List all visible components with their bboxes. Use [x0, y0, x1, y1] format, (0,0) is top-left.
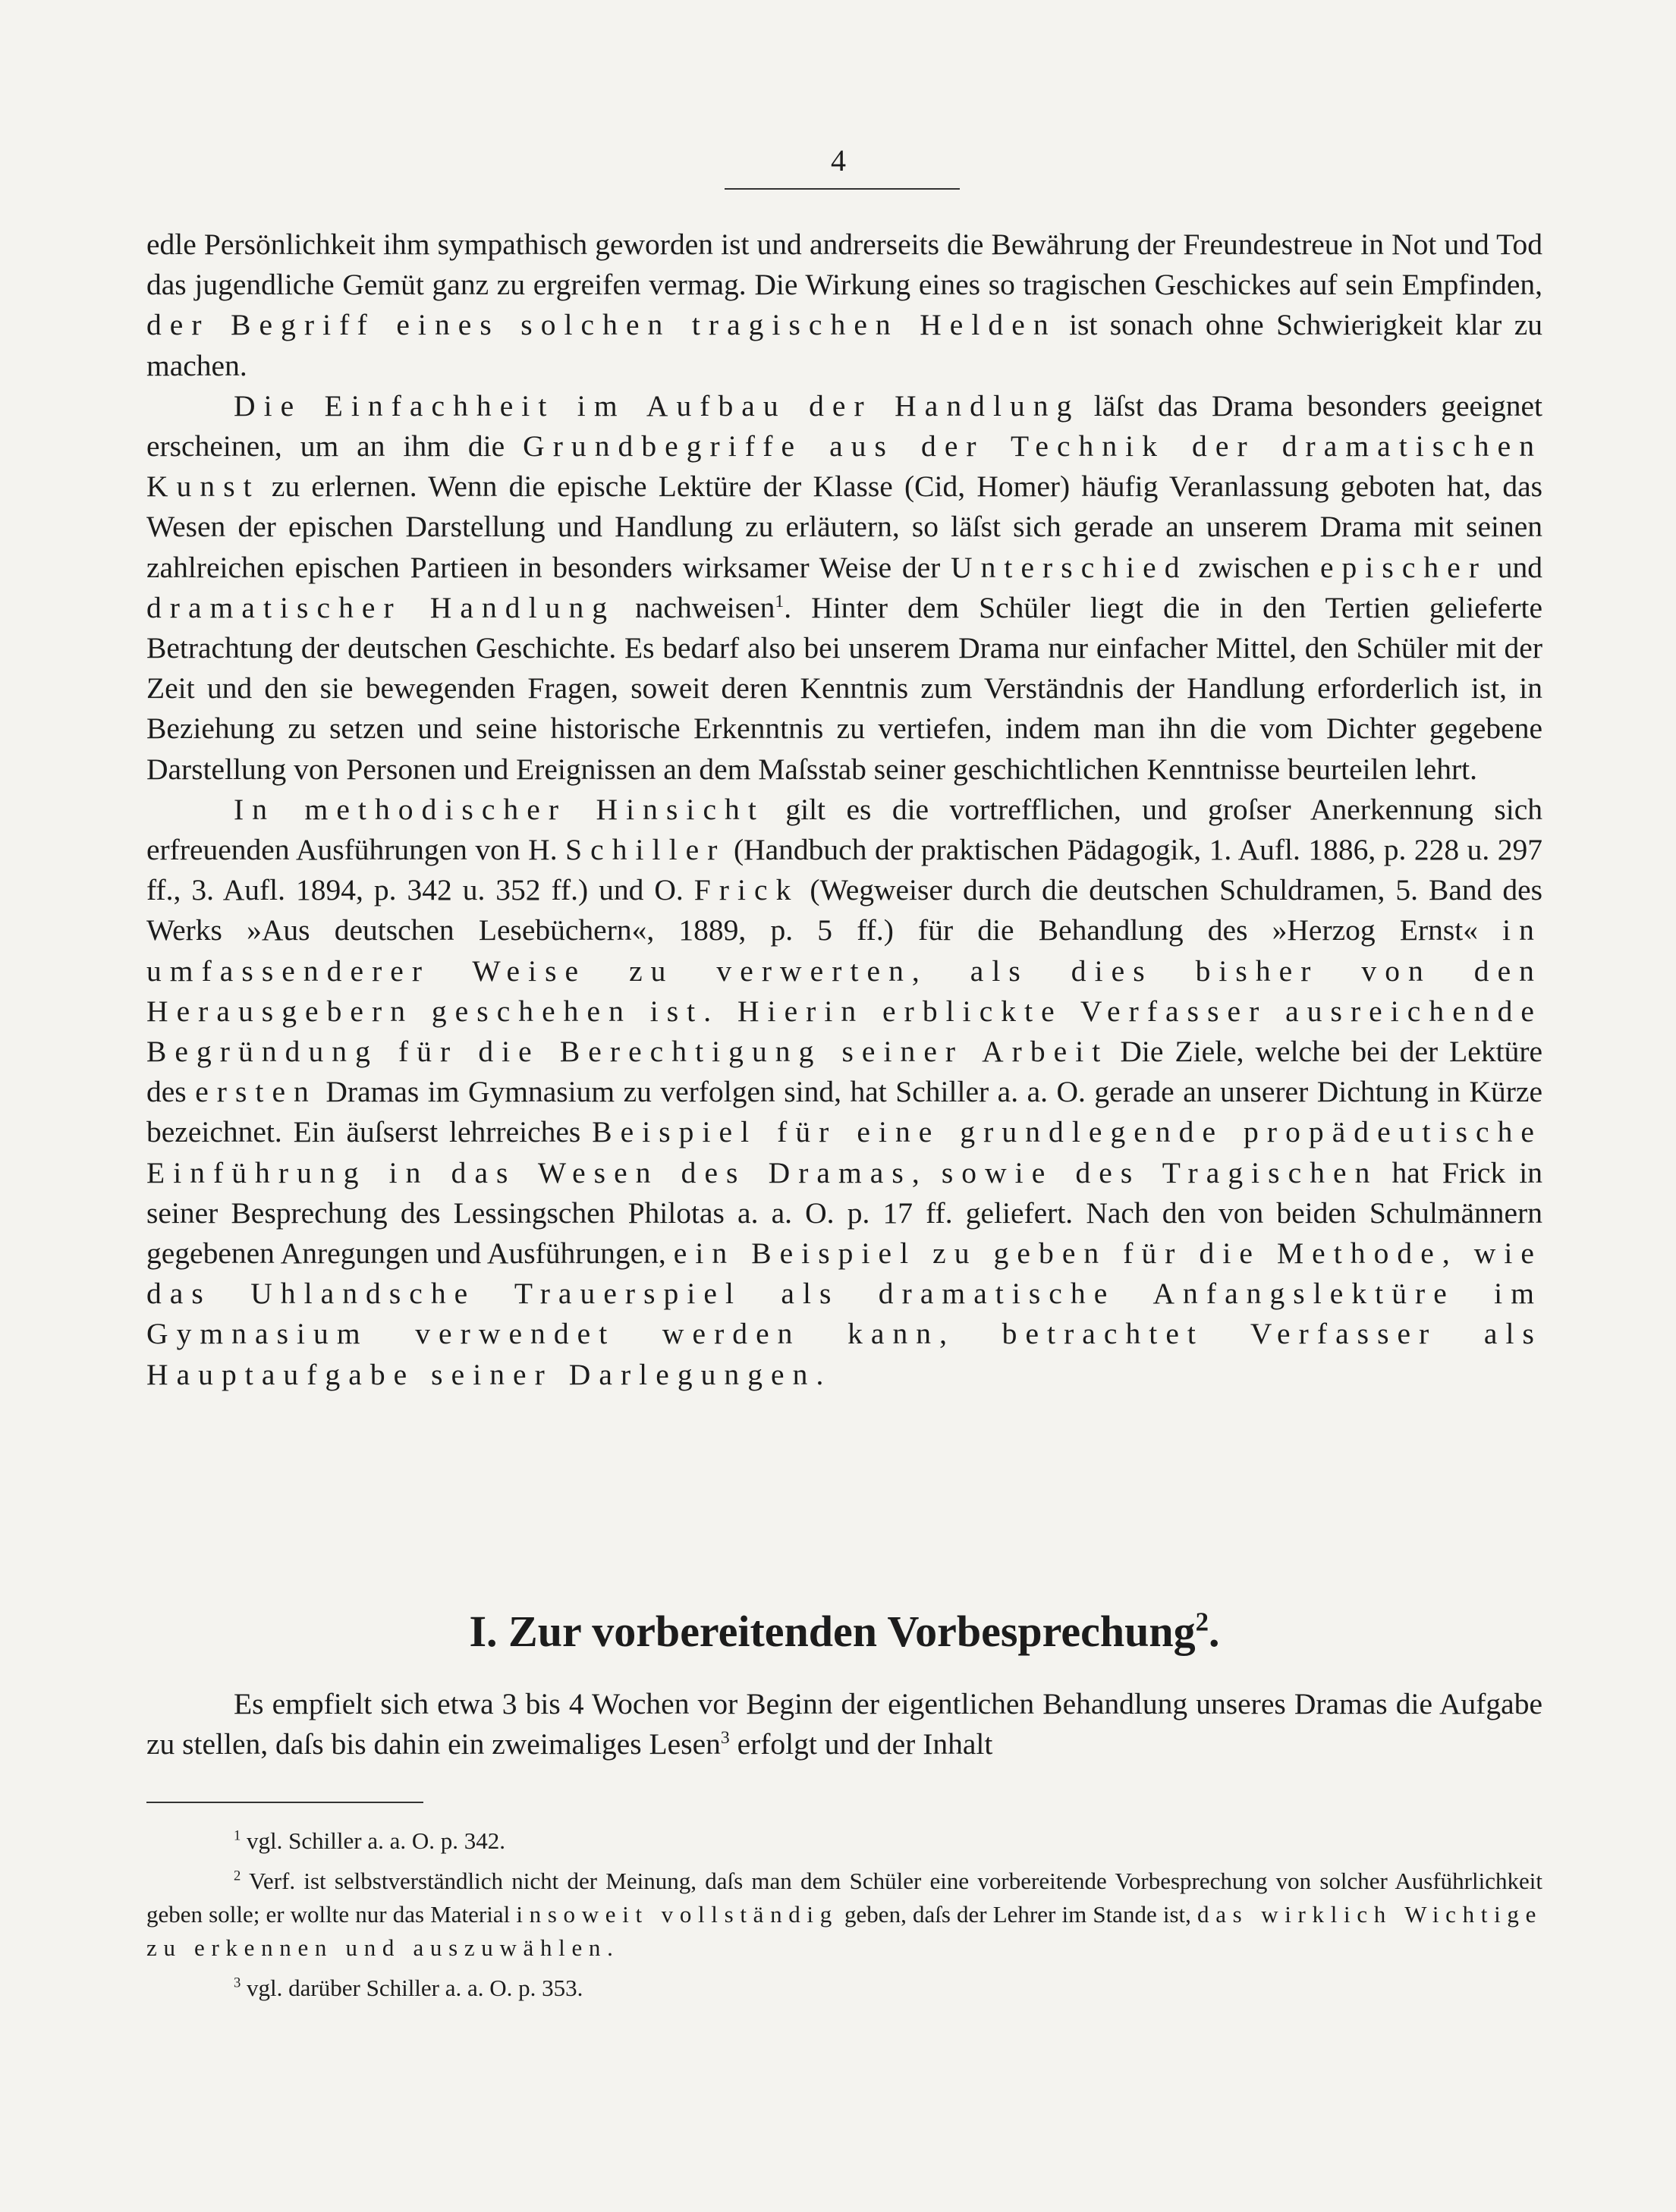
- paragraph-3: [146, 790, 1542, 1395]
- footnote-text: vgl. Schiller a. a. O. p. 342.: [247, 1827, 505, 1854]
- para2-text-2: zu erlernen. Wenn die epische Lektüre der Klasse (Cid, Homer) häufig Veranlassung geboten hat, das Wesen der epischen Darstellung und Handlung zu erläutern, so läſst sich gerade an unserem Drama mit seinen zahlreichen epischen Partieen in besonders wirksamer Weise der: [146, 470, 1542, 584]
- footnote-rule: [146, 1802, 423, 1803]
- footnote-spaced: das wirklich Wichtige zu erkennen und auszuwählen.: [146, 1901, 1543, 1961]
- footnote-ref-1: 1: [775, 591, 785, 611]
- footnote-1: [146, 1824, 1542, 1858]
- para3-spaced-1: In methodischer Hinsicht: [234, 792, 765, 826]
- footnote-text: geben, daſs der Lehrer im Stande ist,: [844, 1901, 1191, 1928]
- section-intro: [146, 1684, 1542, 1764]
- section-heading: [146, 1605, 1542, 1658]
- footnote-ref-2: 2: [1195, 1607, 1209, 1637]
- para3-text-6: hat Frick in seiner Besprechung des Lessingschen Philotas a. a. O. p. 17 ff. geliefert. Nach den von beiden Schulmännern gegebenen Anregungen und Ausführungen,: [146, 1155, 1543, 1271]
- para2-spaced-5: dramatischer Handlung: [146, 590, 616, 624]
- footnote-ref-3: 3: [720, 1728, 730, 1749]
- body-text: [146, 225, 1542, 1395]
- paragraph-2: [146, 386, 1542, 790]
- footnote-2: [146, 1865, 1542, 1965]
- intro-text-1: Es empfielt sich etwa 3 bis 4 Wochen vor Beginn der eigentlichen Behandlung unseres Dramas die Aufgabe zu stellen, daſs bis dahin ein zweimaliges Lesen: [146, 1687, 1542, 1761]
- footnote-spaced: insoweit vollständig: [516, 1901, 838, 1928]
- para3-spaced-4: in umfassenderer Weise zu verwerten, als dies bisher von den Herausgebern geschehen ist. Hierin erblickte Verfasser ausreichende Begründung für die Berechtigung seiner Arbeit: [146, 913, 1542, 1069]
- para3-spaced-6: Beispiel für eine grundlegende propädeutische Einführung in das Wesen des Dramas,: [146, 1115, 1542, 1189]
- para2-spaced-2: Grundbegriffe aus der Technik der dramatischen Kunst: [146, 429, 1543, 504]
- footnote-text: vgl. darüber Schiller a. a. O. p. 353.: [247, 1975, 583, 2001]
- para2-spaced-4: epischer: [1319, 550, 1488, 584]
- para3-spaced-8: ein Beispiel zu geben für die Methode, wie das Uhlandsche Trauerspiel als dramatische Anfangslektüre im Gymnasium verwendet werden kann, betrachtet Verfasser als Hauptaufgabe seiner Darlegungen.: [146, 1236, 1542, 1391]
- footnote-mark: 2: [234, 1868, 241, 1884]
- para3-text-2: (Handbuch der praktischen Pädagogik, 1. Aufl. 1886, p. 228 u. 297 ff., 3. Aufl. 1894, p. 342 u. 352 ff.) und O.: [146, 833, 1543, 907]
- para2-spaced-3: Unterschied: [951, 550, 1188, 584]
- footnotes: [146, 1824, 1542, 2012]
- para2-text-4: und: [1497, 550, 1542, 584]
- para1-spaced-1: der Begriff eines solchen tragischen Helden: [146, 308, 1057, 342]
- intro-text-2: erfolgt und der Inhalt: [737, 1727, 993, 1761]
- para3-text-3: (Wegweiser durch die deutschen Schuldramen, 5. Band des Werks »Aus deutschen Lesebüchern«, 1889, p. 5 ff.) für die Behandlung des »Herzog Ernst«: [146, 873, 1543, 947]
- para2-text-1: läſst das Drama besonders geeignet erscheinen, um an ihm die: [146, 388, 1542, 463]
- section-heading-text: I. Zur vorbereitenden Vorbesprechung: [469, 1607, 1196, 1656]
- para1-text-1: edle Persönlichkeit ihm sympathisch geworden ist und andrerseits die Bewährung der Freundestreue in Not und Tod das jugendliche Gemüt ganz zu ergreifen vermag. Die Wirkung eines so tragischen Geschickes auf sein Empfinden,: [146, 228, 1542, 302]
- footnote-text: Verf. ist selbstverständlich nicht der Meinung, daſs man dem Schüler eine vorbereitende Vorbesprechung von solcher Ausführlichkeit geben solle; er wollte nur das Material: [146, 1868, 1542, 1928]
- para2-text-5: nachweisen: [635, 590, 775, 624]
- section-heading-end: .: [1209, 1607, 1220, 1656]
- para3-text-4: Die Ziele, welche bei der Lektüre des: [146, 1035, 1543, 1109]
- para1-text-2: ist sonach ohne Schwierigkeit klar zu machen.: [146, 308, 1543, 382]
- header-rule: [725, 188, 960, 190]
- footnote-mark: 1: [234, 1827, 241, 1844]
- page-number: 4: [831, 143, 846, 178]
- para2-text-3: zwischen: [1198, 550, 1310, 584]
- paragraph-1: [146, 225, 1542, 386]
- footnote-mark: 3: [234, 1975, 241, 1991]
- para3-text-5: Dramas im Gymnasium zu verfolgen sind, hat Schiller a. a. O. gerade an unserer Dichtung in Kürze bezeichnet. Ein äuſserst lehrreiches: [146, 1075, 1543, 1149]
- para3-spaced-5: ersten: [195, 1075, 317, 1109]
- para3-spaced-3: Frick: [693, 873, 800, 907]
- para2-text-6: . Hinter dem Schüler liegt die in den Tertien gelieferte Betrachtung der deutschen Geschichte. Es bedarf also bei unserem Drama nur einfacher Mittel, den Schüler mit der Zeit und den sie bewegenden Fragen, soweit deren Kenntnis zum Verständnis der Handlung erforderlich ist, in Beziehung zu setzen und seine historische Erkenntnis zu vertiefen, indem man ihn die vom Dichter gegebene Darstellung von Personen und Ereignissen an dem Maſsstab seiner geschichtlichen Kenntnisse beurteilen lehrt.: [146, 590, 1542, 786]
- para3-text-1: gilt es die vortrefflichen, und groſser Anerkennung sich erfreuenden Ausführungen von H.: [146, 792, 1542, 867]
- para3-spaced-7: sowie des Tragischen: [941, 1155, 1379, 1189]
- para2-spaced-1: Die Einfachheit im Aufbau der Handlung: [234, 388, 1080, 423]
- para3-spaced-2: Schiller: [565, 833, 726, 867]
- footnote-3: [146, 1972, 1542, 2005]
